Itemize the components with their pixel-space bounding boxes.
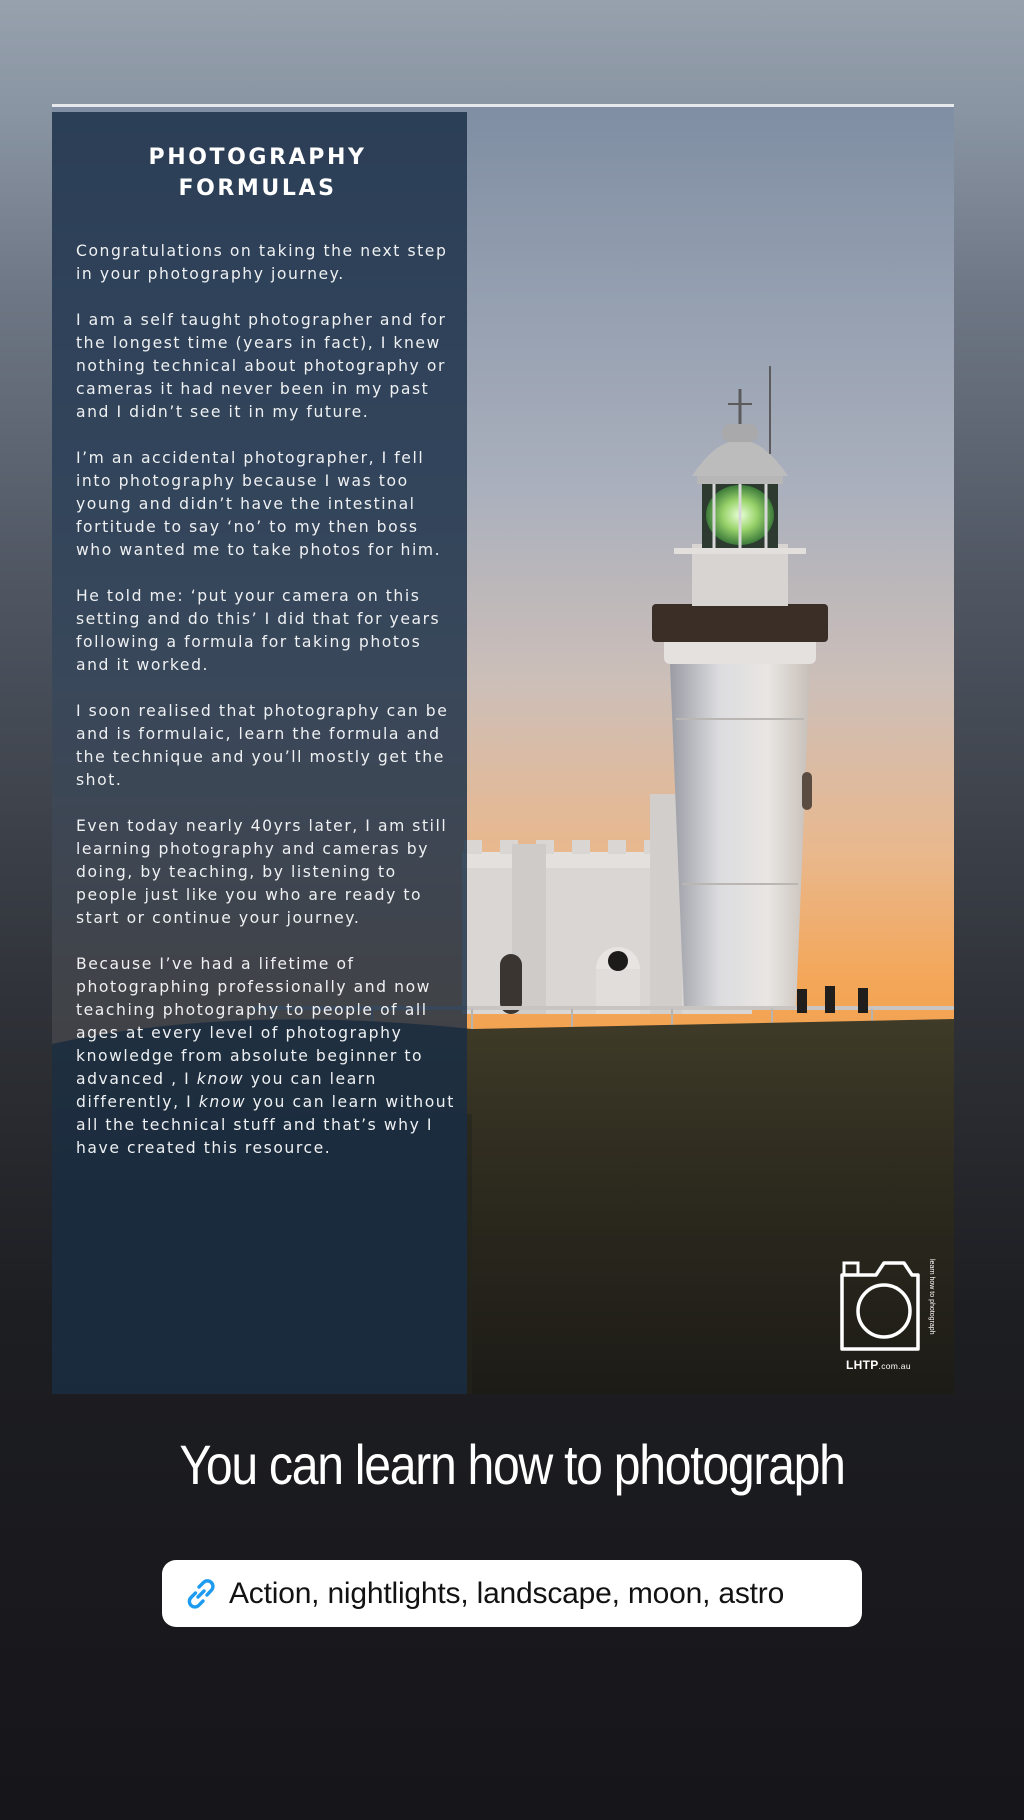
link-sticker[interactable] xyxy=(162,1560,862,1627)
poster-top-border xyxy=(52,104,954,107)
poster-paragraph-3: I’m an accidental photographer, I fell into photography because I was too young and didn’t have the intestinal fortitude to say ‘no’ to my then boss who wanted me to take photos for him. xyxy=(76,449,442,559)
poster-image xyxy=(52,104,954,1394)
story-caption: You can learn how to photograph xyxy=(179,1433,845,1496)
link-icon xyxy=(182,1575,220,1613)
poster-paragraph-7 xyxy=(76,953,459,1160)
paragraph-7-part-2: you can learn differently, I xyxy=(76,1070,377,1111)
poster-paragraph-5: I soon realised that photography can be and is formulaic, learn the formula and the technique and you’ll mostly get the shot. xyxy=(76,702,449,789)
logo-domain: .com.au xyxy=(878,1361,911,1371)
poster-paragraph-6: Even today nearly 40yrs later, I am still learning photography and cameras by doing, by teaching, by listening to people just like you who are ready to start or continue your journey. xyxy=(76,817,448,927)
paragraph-7-part-3: you can learn without all the technical stuff and that’s why I have created this resource. xyxy=(76,1093,455,1157)
logo-tagline: learn how to photograph xyxy=(928,1259,935,1335)
poster-paragraph-2: I am a self taught photographer and for the longest time (years in fact), I knew nothing technical about photography or cameras it had never been in my past and I didn’t see it in my future. xyxy=(76,311,447,421)
paragraph-7-part-1: Because I’ve had a lifetime of photographing professionally and now teaching photography to people of all ages at every level of photography knowledge from absolute beginner to advanced , I xyxy=(76,955,431,1088)
text-panel xyxy=(52,112,467,1394)
paragraph-7-emphasis-1: know xyxy=(196,1070,245,1088)
link-sticker-label: Action, nightlights, landscape, moon, astro xyxy=(229,1576,785,1610)
poster-paragraph-4: He told me: ‘put your camera on this setting and do this’ I did that for years following a formula for taking photos and it worked. xyxy=(76,587,441,674)
paragraph-7-emphasis-2: know xyxy=(198,1093,247,1111)
logo-wordmark xyxy=(846,1358,911,1372)
poster-paragraph-1: Congratulations on taking the next step in your photography journey. xyxy=(76,242,448,283)
lhtp-logo xyxy=(838,1257,950,1381)
camera-icon xyxy=(838,1257,922,1357)
logo-brand: LHTP xyxy=(846,1358,879,1372)
poster-title: PHOTOGRAPHY FORMULAS xyxy=(148,145,367,201)
